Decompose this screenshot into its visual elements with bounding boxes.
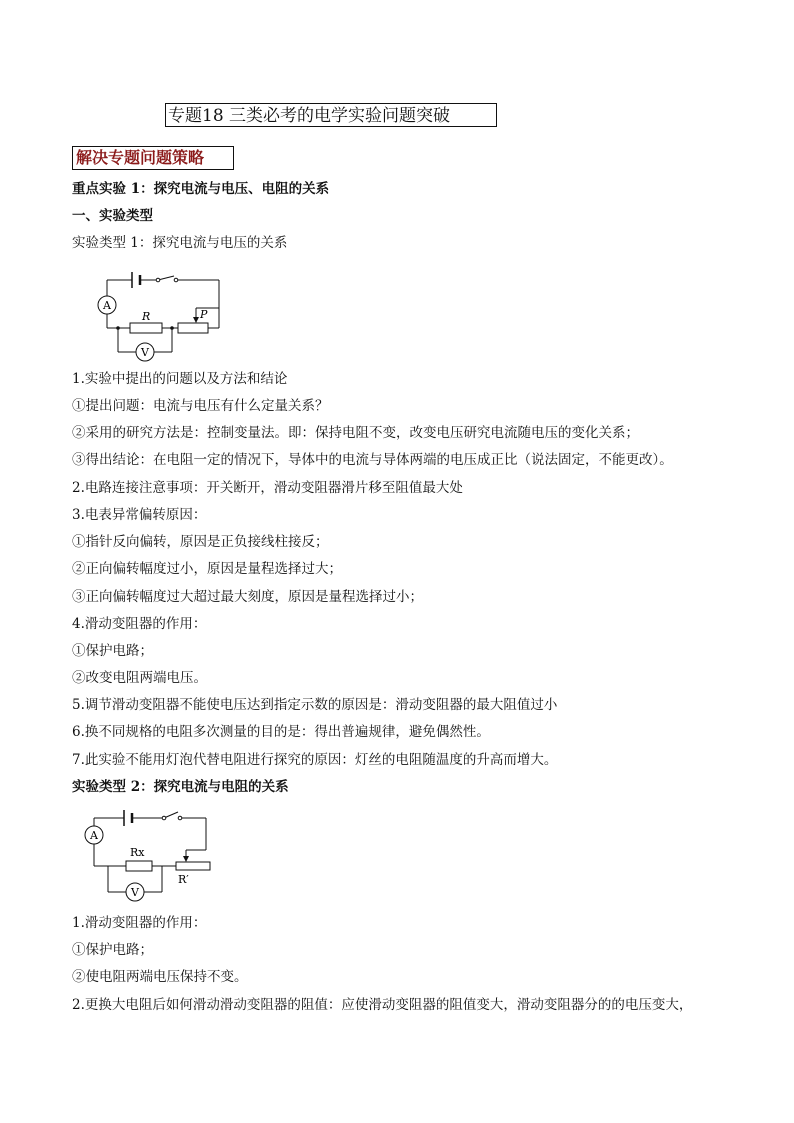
text-line: 2.电路连接注意事项：开关断开，滑动变阻器滑片移至阻值最大处 [72,480,463,496]
voltmeter-label: V [141,346,149,359]
type1-heading: 实验类型 1：探究电流与电压的关系 [72,235,288,251]
text-line: 1.滑动变阻器的作用： [72,915,207,931]
text-line: ①保护电路； [72,643,153,659]
text-line: 4.滑动变阻器的作用： [72,616,207,632]
ammeter-label: A [103,299,111,312]
text-line: 3.电表异常偏转原因： [72,507,207,523]
text-line: ①保护电路； [72,942,153,958]
text-line: ③正向偏转幅度过大超过最大刻度，原因是量程选择过小； [72,589,423,605]
text-line: 6.换不同规格的电阻多次测量的目的是：得出普遍规律，避免偶然性。 [72,724,490,740]
text-line: 5.调节滑动变阻器不能使电压达到指定示数的原因是：滑动变阻器的最大阻值过小 [72,697,558,713]
resistor-label: R [142,310,151,323]
text-line: ①提出问题：电流与电压有什么定量关系？ [72,398,329,414]
experiment-heading: 重点实验 1：探究电流与电压、电阻的关系 [72,181,330,197]
rheostat-label: R′ [178,873,189,886]
strategy-heading: 解决专题问题策略 [72,146,234,170]
text-line: 7.此实验不能用灯泡代替电阻进行探究的原因：灯丝的电阻随温度的升高而增大。 [72,752,558,768]
circuit-diagram-1 [92,266,227,366]
text-line: ②采用的研究方法是：控制变量法。即：保持电阻不变，改变电压研究电流随电压的变化关系； [72,425,639,441]
circuit-diagram-2 [78,806,218,906]
text-line: ①指针反向偏转，原因是正负接线柱接反； [72,534,329,550]
ammeter-label: A [90,829,98,842]
text-line: ②正向偏转幅度过小，原因是量程选择过大； [72,561,342,577]
voltmeter-label: V [131,886,139,899]
text-line: ②使电阻两端电压保持不变。 [72,969,248,985]
page-title: 专题18 三类必考的电学实验问题突破 [165,103,497,127]
text-line: 2.更换大电阻后如何滑动滑动变阻器的阻值：应使滑动变阻器的阻值变大，滑动变阻器分的的电压变大， [72,997,693,1013]
text-line: ③得出结论：在电阻一定的情况下，导体中的电流与导体两端的电压成正比（说法固定，不能更改）。 [72,452,673,468]
type2-heading: 实验类型 2：探究电流与电阻的关系 [72,779,289,795]
resistor-label: Rx [130,846,145,859]
text-line: 1.实验中提出的问题以及方法和结论 [72,371,288,387]
rheostat-label: P [200,308,208,321]
text-line: ②改变电阻两端电压。 [72,670,207,686]
section-heading: 一、实验类型 [72,208,153,224]
